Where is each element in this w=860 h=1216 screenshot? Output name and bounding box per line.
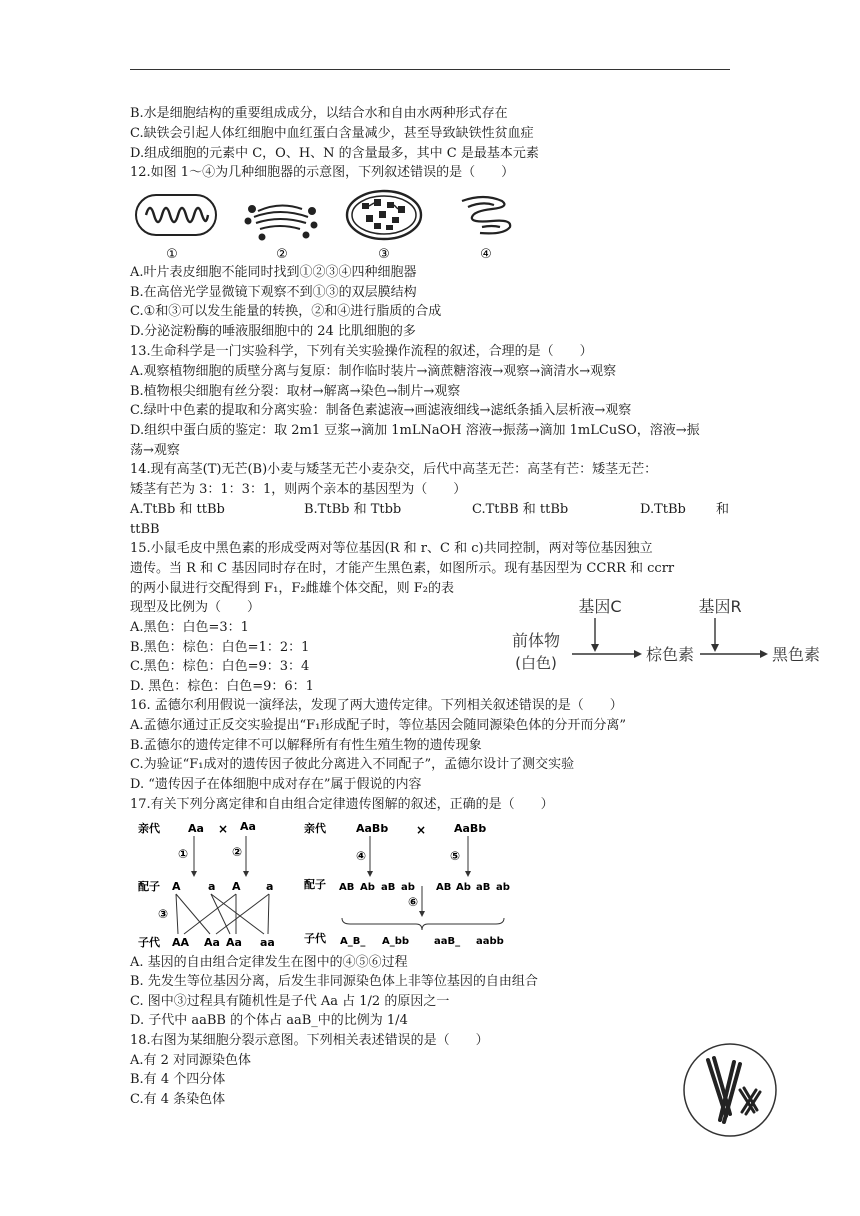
right-gamete-2c: aB [476, 882, 491, 893]
question-14: 14.现有高茎(T)无芒(B)小麦与矮茎无芒小麦杂交，后代中高茎无芒：高茎有芒：矮茎无芒： [130, 462, 658, 477]
precursor-note: (白色) [515, 654, 557, 672]
right-parent-label: 亲代 [304, 822, 326, 835]
q12-option-b: B.在高倍光学显微镜下观察不到①③的双层膜结构 [130, 285, 417, 300]
step-2: ② [232, 845, 243, 859]
q16-option-d: D. “遗传因子在体细胞中成对存在”属于假说的内容 [130, 777, 422, 792]
question-14-cont: 矮茎有芒为 3：1：3：1，则两个亲本的基因型为（ ） [130, 482, 467, 497]
step-3: ③ [158, 907, 169, 921]
gene-c-label: 基因C [578, 597, 622, 616]
q17-option-a: A. 基因的自由组合定律发生在图中的④⑤⑥过程 [130, 955, 408, 970]
option-c-line: C.缺铁会引起人体红细胞中血红蛋白含量减少，甚至导致缺铁性贫血症 [130, 126, 534, 141]
step-6: ⑥ [408, 895, 419, 909]
question-18: 18.右图为某细胞分裂示意图。下列相关表述错误的是（ ） [130, 1033, 489, 1048]
cell-division-figure [680, 1040, 780, 1140]
left-gamete-3: A [232, 880, 241, 893]
q13-option-d-cont: 荡→观察 [130, 443, 180, 458]
left-offspring-label: 子代 [138, 936, 160, 948]
right-gamete-1b: Ab [360, 882, 375, 893]
golgi-drawing [246, 205, 317, 239]
header-rule [130, 69, 730, 70]
option-b-line: B.水是细胞结构的重要组成成分，以结合水和自由水两种形式存在 [130, 106, 508, 121]
organelle-figure [130, 187, 530, 263]
q14-option-a: A.TtBb 和 ttBb [130, 502, 225, 517]
question-15: 15.小鼠毛皮中黑色素的形成受两对等位基因(R 和 r、C 和 c)共同控制，两对等位基因独立 [130, 541, 653, 556]
right-gamete-2d: ab [496, 882, 510, 893]
right-offspring-4: aabb [476, 936, 504, 947]
question-12: 12.如图 1～④为几种细胞器的示意图，下列叙述错误的是（ ） [130, 165, 515, 180]
q13-option-a: A.观察植物细胞的质壁分离与复原：制作临时装片→滴蔗糖溶液→观察→滴清水→观察 [130, 364, 617, 379]
right-gamete-2a: AB [436, 882, 452, 893]
brown-pigment-label: 棕色素 [645, 645, 695, 664]
q18-option-b: B.有 4 个四分体 [130, 1072, 226, 1087]
left-parent-label: 亲代 [138, 822, 160, 835]
right-offspring-label: 子代 [304, 932, 326, 945]
q15-option-a: A.黑色：白色=3：1 [130, 620, 249, 635]
black-pigment-label: 黑色素 [771, 645, 820, 664]
right-cross-symbol: × [416, 823, 427, 837]
question-17: 17.有关下列分离定律和自由组合定律遗传图解的叙述，正确的是（ ） [130, 797, 554, 812]
pigment-pathway-figure [500, 596, 820, 680]
question-13: 13.生命科学是一门实验科学，下列有关实验操作流程的叙述，合理的是（ ） [130, 344, 593, 359]
step-1: ① [178, 847, 189, 861]
q14-option-c: C.TtBB 和 ttBb [472, 502, 569, 517]
q14-option-d-cont: ttBB [130, 522, 160, 537]
label-1: ① [166, 247, 178, 262]
q15-option-d: D. 黑色：棕色：白色=9：6：1 [130, 679, 314, 694]
q13-option-b: B.植物根尖细胞有丝分裂：取材→解离→染色→制片→观察 [130, 384, 461, 399]
chromosome-pair-large [708, 1058, 740, 1122]
right-parent-1: AaBb [356, 822, 389, 835]
label-3: ③ [378, 247, 390, 262]
q16-option-a: A.孟德尔通过正反交实验提出“F₁形成配子时，等位基因会随同源染色体的分开而分离” [130, 718, 627, 733]
label-2: ② [276, 247, 288, 262]
question-15-cont2: 的两小鼠进行交配得到 F₁，F₂雌雄个体交配，则 F₂的表 [130, 581, 454, 596]
left-offspring-4: aa [260, 936, 275, 948]
q17-option-c: C. 图中③过程具有随机性是子代 Aa 占 1/2 的原因之一 [130, 994, 450, 1009]
step-5: ⑤ [450, 849, 461, 863]
option-d-line: D.组成细胞的元素中 C，O、H、N 的含量最多，其中 C 是最基本元素 [130, 146, 539, 161]
question-15-cont3: 现型及比例为（ ） [130, 600, 261, 615]
q13-option-c: C.绿叶中色素的提取和分离实验：制备色素滤液→画滤液细线→滤纸条插入层析液→观察 [130, 403, 632, 418]
right-parent-2: AaBb [454, 822, 487, 835]
q12-option-d: D.分泌淀粉酶的唾液服细胞中的 24 比肌细胞的多 [130, 324, 416, 339]
q13-option-d: D.组织中蛋白质的鉴定：取 2m1 豆浆→滴加 1mLNaOH 溶液→振荡→滴加 1mLCuSO，溶液→振 [130, 423, 700, 438]
question-15-cont: 遗传。当 R 和 C 基因同时存在时，才能产生黑色素，如图所示。现有基因型为 CCRR 和 ccrr [130, 561, 675, 576]
q16-option-c: C.为验证“F₁成对的遗传因子彼此分离进入不同配子”，孟德尔设计了测交实验 [130, 757, 575, 772]
q14-option-b: B.TtBb 和 Ttbb [304, 502, 402, 517]
question-16: 16. 孟德尔利用假说一演绎法，发现了两大遗传定律。下列相关叙述错误的是（ ） [130, 698, 623, 713]
left-offspring-2: Aa [204, 936, 220, 948]
q15-option-c: C.黑色：棕色：白色=9：3：4 [130, 659, 310, 674]
q17-option-b: B. 先发生等位基因分离，后发生非同源染色体上非等位基因的自由组合 [130, 974, 538, 989]
left-gamete-4: a [266, 880, 274, 893]
genetic-cross-figure [136, 818, 516, 948]
left-cross-symbol: × [218, 822, 229, 836]
left-gamete-2: a [208, 880, 216, 893]
q14-option-d: D.TtBb [640, 502, 686, 517]
gene-r-label: 基因R [698, 597, 742, 616]
q12-option-a: A.叶片表皮细胞不能同时找到①②③④四种细胞器 [130, 265, 417, 280]
right-offspring-1: A_B_ [340, 936, 366, 947]
left-offspring-3: Aa [226, 936, 242, 948]
q18-option-c: C.有 4 条染色体 [130, 1092, 226, 1107]
q16-option-b: B.孟德尔的遗传定律不可以解释所有有性生殖生物的遗传现象 [130, 738, 482, 753]
right-offspring-3: aaB_ [434, 936, 461, 947]
chromosome-pair-small [740, 1088, 760, 1114]
step-4: ④ [356, 849, 367, 863]
q17-option-d: D. 子代中 aaBB 的个体占 aaB_中的比例为 1/4 [130, 1013, 408, 1028]
left-gamete-label: 配子 [138, 880, 160, 893]
right-offspring-2: A_bb [382, 936, 410, 947]
left-gamete-1: A [172, 880, 181, 893]
q18-option-a: A.有 2 对同源染色体 [130, 1053, 252, 1068]
label-4: ④ [480, 247, 492, 262]
left-offspring-1: AA [172, 936, 190, 948]
mitochondrion-drawing [136, 195, 216, 235]
right-gamete-1d: ab [401, 882, 415, 893]
q12-option-c: C.①和③可以发生能量的转换，②和④进行脂质的合成 [130, 304, 442, 319]
endoplasmic-reticulum-drawing [462, 197, 510, 233]
right-gamete-1c: aB [381, 882, 396, 893]
q15-option-b: B.黑色：棕色：白色=1：2：1 [130, 640, 310, 655]
chloroplast-drawing [347, 191, 421, 239]
q14-option-d-and: 和 [716, 502, 730, 517]
precursor-label: 前体物 [511, 631, 561, 650]
left-parent-2: Aa [240, 820, 256, 833]
right-gamete-label: 配子 [304, 878, 326, 891]
left-parent-1: Aa [188, 822, 204, 835]
right-gamete-2b: Ab [456, 882, 471, 893]
right-gamete-1a: AB [339, 882, 355, 893]
